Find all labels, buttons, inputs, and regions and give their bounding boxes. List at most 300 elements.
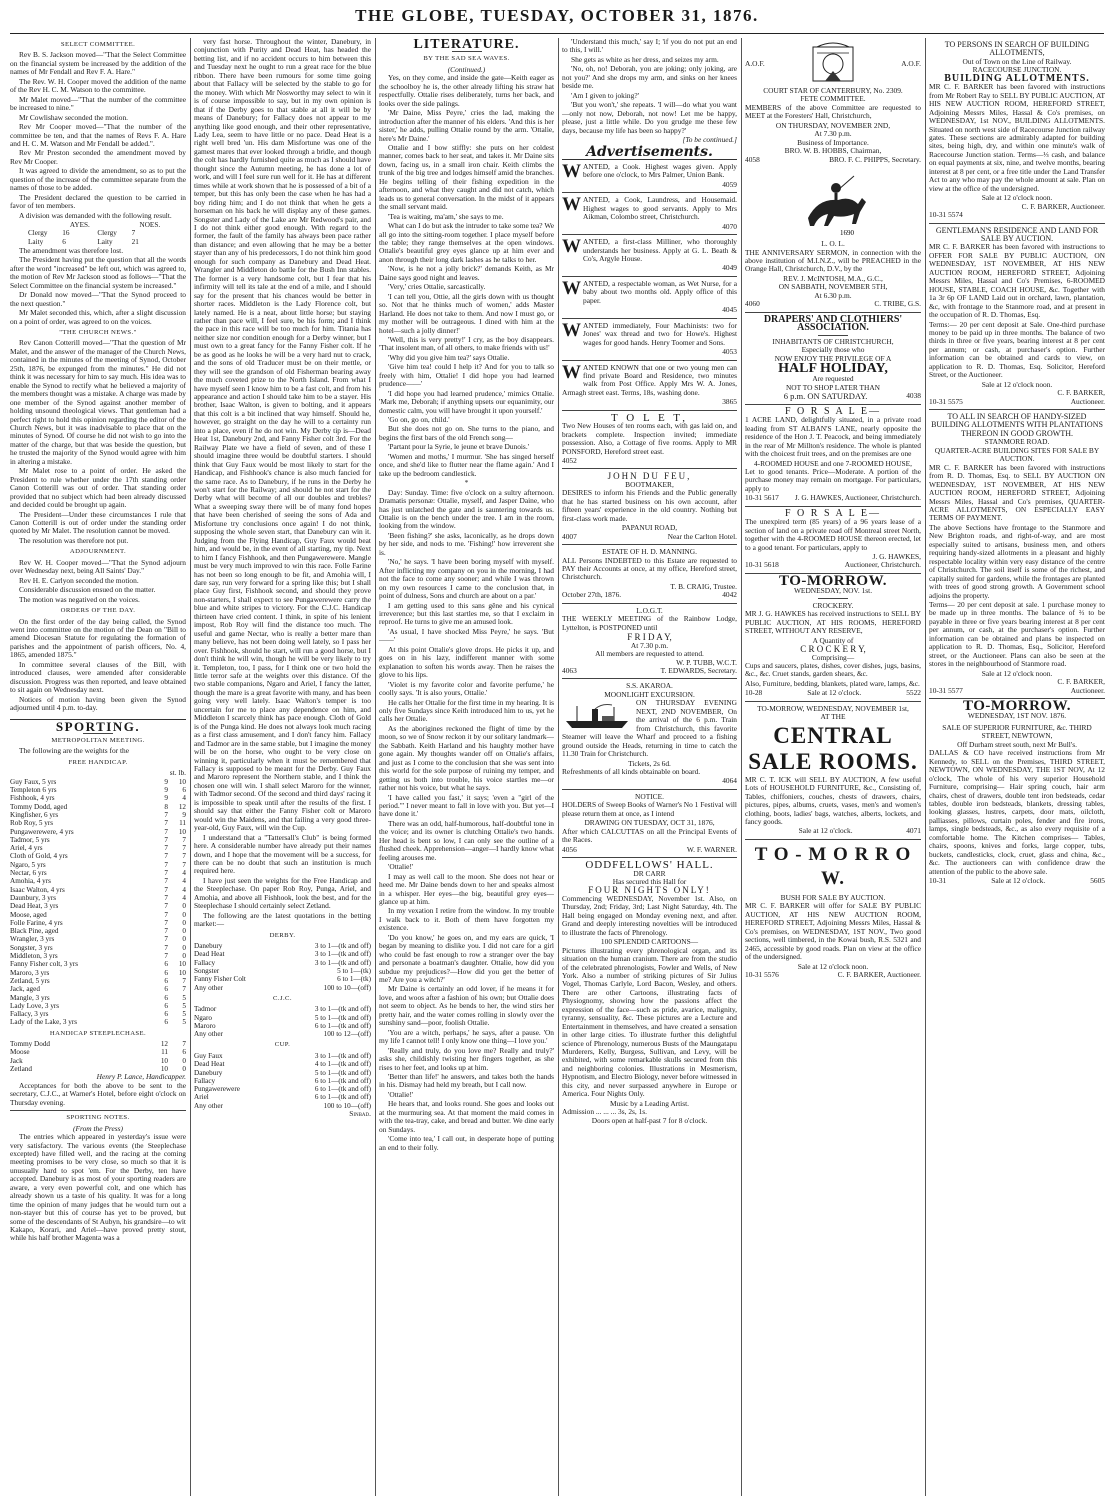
- ad-text: MEMBERS of the above Committee are requested to MEET at the Foresters' Hall, Christchurch,: [745, 102, 921, 121]
- central-sale-rooms-ad: [745, 705, 921, 836]
- weight-value: 7: [164, 869, 168, 878]
- section-heading: ORDERS OF THE DAY.: [60, 607, 136, 615]
- weights-row: [10, 877, 186, 885]
- weight-value: 10: [160, 1056, 168, 1065]
- ad-number: 4064: [722, 776, 737, 786]
- paragraph: There was an odd, half-humorous, half-doubtful tone in the voice; and its owner is clutching Ottalie's two hands. Her head is bent so low, I can only see the outline of a flushed cheek. Apprehension—anger—I hardly know what feeling arouses me.: [379, 818, 554, 862]
- paragraph: A division was demanded with the following result.: [19, 210, 172, 220]
- ad-text: A Quantity of: [812, 635, 854, 645]
- division-cell: Laity: [28, 237, 44, 246]
- divider: [562, 603, 737, 604]
- ad-heading: NOTICE.: [635, 791, 664, 801]
- divider: [562, 192, 737, 193]
- ayes-heading: AYES.: [69, 221, 90, 230]
- ad-text: [562, 361, 737, 398]
- drop-cap: W: [562, 194, 581, 216]
- odds-value: 6 to 1—(tk and off): [314, 1076, 371, 1085]
- ad-text: Admission ... ... ... 3s, 2s, 1s.: [562, 1107, 648, 1117]
- divider: [818, 598, 848, 599]
- crockery-ad: [745, 602, 921, 698]
- ad-body: ANTED, a Cook. Highest wages given. Apply before one o'clock, to Mrs Palmer, Union Bank.: [583, 161, 737, 180]
- ad-date: October 27th, 1876.: [562, 590, 622, 600]
- signoff: Sinbad.: [349, 1108, 371, 1118]
- ad-text: ON THURSDAY EVENING NEXT, 2ND NOVEMBER, On the arrival of the 6 p.m. Train from Christchurch, this favorite Steamer will leave the Wharf and proceed to a fishing ground outside the Heads, returning in time to catch the 11.30 Train for Christchurch.: [562, 698, 737, 759]
- ad-text: DALLAS & CO have received instructions from Mr Kennedy, to SELL on the Premises, THIRD STREET, NEWTOWN, ON WEDNESDAY, THE 1ST NOV, At 12 o'clock, The whole of his very superior Household Furniture, comprising— Hair spring couch, hair arm chairs, chest of drawers, double tent iron bedsteads, cedar tables, double iron bedsteads, blankets, dressing tables, looking glasses, lustres, carpets, door mats, oilcloth, palliasses, pillows, curtain poles, fender and fire irons, lamps, single bedsteads, &c., as also every requisite of a comfortable home. The Kitchen comprises— Tables, chairs, spoons, knives and forks, large copper, tubs, buckets, candlesticks, clock, cruet, glass and china, &c., &c. The auctioneers can with confidence draw the attention of the public to the above sale.: [929, 748, 1105, 876]
- weight-value: 10: [160, 1065, 168, 1074]
- horse-name: Zetland: [10, 1065, 32, 1074]
- paragraph: 'You are a witch, perhaps,' he says, after a pause. 'On my life I cannot tell! I only know one thing—I love you.': [379, 1027, 554, 1046]
- ad-heading: L.O.G.T.: [636, 605, 663, 615]
- ad-number: 4056: [562, 844, 577, 854]
- paragraph: The Rev. W. H. Cooper moved the addition of the name of the Rev H. C. M. Watson to the committee.: [10, 76, 186, 95]
- paragraph: He hears that, and looks round. She goes and looks out at the murmuring sea. At that moment the maid comes in with the tea-tray, cake, and bread and butter. We dine early on Sundays.: [379, 1099, 554, 1134]
- tomorrow-heading: TO-MORROW.: [779, 572, 887, 589]
- weight-value: 6: [164, 968, 168, 977]
- ad-text: MR C. F. BARKER has been favored with instructions to OFFER FOR SALE BY PUBLIC AUCTION, ON WEDNESDAY, 1ST NOVEMBER, AT HIS NEW AUCTION ROOM, HEREFORD STREET, Adjoining Messrs Miles, Hassal and Co's Premises, 6-ROOMED HOUSE, STABLE, COACH HOUSE, &c. Together with 1a 3r 6p OF LAND Laid out in orchard, lawn, plantation, &c, with frontage to the Stanmore road, and at present in the occupation of R. D. Thomas, Esq.: [929, 242, 1105, 320]
- weights-row: [10, 1040, 186, 1048]
- drop-cap: W: [562, 319, 581, 341]
- ad-text: THE ANNIVERSARY SERMON, in connection with the above institution of M.I.N.Z., will be PREACHED in the Orange Hall, Christchurch, D.V., by the: [745, 247, 921, 274]
- weight-value: 12: [160, 1040, 168, 1049]
- weight-value: 11: [179, 819, 186, 828]
- horse-name: Ariel, 4 yrs: [10, 844, 43, 853]
- ad-number: 4049: [722, 263, 737, 273]
- ad-heading: JOHN DU FEU,: [607, 471, 692, 482]
- odds-value: 6 to 1—(tk and off): [314, 1085, 371, 1094]
- horse-name: Songster: [194, 966, 220, 975]
- paragraph-group: [10, 247, 186, 326]
- ad-text: MR C. T. ICK will SELL BY AUCTION, A few useful Lots of HOUSEHOLD FURNITURE, &c., Consisting of, Tables, chiffoniers, couches, chests of drawers, chairs, pictures, pipes, albums, cruets, vases, men's and women's clothing, boots, ladies' bags, watches, alberts, lockets, and fancy goods.: [745, 774, 921, 826]
- divider: [745, 506, 921, 507]
- horse-name: Songster, 3 yrs: [10, 943, 53, 952]
- paragraph: Rev Mr Cooper moved—"That the number of the committee be ten, and that the names of Revs F. A. Hare and H. C. M. Watson and Mr Fendall be added.".: [10, 122, 186, 148]
- weight-value: 8: [164, 802, 168, 811]
- paragraph-group: [562, 38, 737, 135]
- paragraph: 'Mr Daine, Miss Peyre,' cries the lad, making the introduction after the manner of his elders. 'And this is her sister,' he adds, pulling Ottalie round by the arm. 'Ottalie, here's Mr Daine.': [379, 108, 554, 143]
- weight-value: 7: [182, 844, 186, 853]
- paragraph: Rev Mr Preston seconded the amendment moved by Rev Mr Cooper.: [10, 148, 186, 166]
- odds-row: [194, 959, 371, 967]
- paragraph: The amendment was therefore lost.: [19, 245, 124, 255]
- horse-name: Tadmor, 5 yrs: [10, 835, 50, 844]
- wanted-ad: [562, 160, 737, 189]
- horse-name: Jack: [10, 1056, 23, 1065]
- advertisements-heading: Advertisements.: [562, 148, 737, 159]
- du-feu-ad: [562, 472, 737, 541]
- advertisement-list: [562, 160, 737, 411]
- paragraph: very fast horse. Throughout the winter, Danebury, in conjunction with Purity and Dead Heat, has headed the betting list, and if no accident occurs to him between this and Tuesday next he ought to run a great race for the blue ribbon. There have been rumours for some time going about that Fallacy will be selected by the stable to go for the money. With which Mr Nosworthy may select to win it is of course impossible to say, but in my own opinion is that if the Derby goes to that stable at all it will be by means of Danebury; for Fallacy does not appear to me anything like good enough, and their other representative, Lady Lea, seem to have little or no pace. Dead Heat is a right well bred 'un. His dam Misfortune was one of the gamest mares that ever looked through a bridle, and though the colt has hardly furnished quite as much as I should have thought since the Autumn meeting, he has done a lot of work, and will I feel sure run well for it. He has at different times while at work shown that he is possessed of a bit of a temper, but this has only been the case when he has had a boy riding him; and I do not think that when he gets a horseman on his back he will display any of these games. Songster and Lady of the Lake are Mr Redwood's pair, and I do not think either good enough. With regard to the former, the fault of the family has always been pace rather than distance; and even allowing that he may be a better stayer than any of his predecessors, I do not think him good enough for such company as Danebury and Dead Heat. Wrangler and Middleton do battle for the Bush Inn stables. The former is a very handsome colt, but I fear that his infirmity will tell its tale at the end of a mile, and I should say for the present that his chances would be better in shorter races. Middleton is the Lady Florence colt, but lately named. He is a neat, about little horse; but staying rather than pace will, I feel sure, be his form; and I think the pace in this race will be too much for him. Titania has neither size nor condition enough for a Derby winner, but I must own to a great fancy for the Fanny Fisher colt. If he be as good as he looks he will be a very hard nut to crack, and the sons of old Traducer must be on their mettle, or they will see the grandson of old Fisherman bearing away the much coveted prize to the North Island. From what I have myself seen I know him to be a fast colt, and from his appearance and action I should take him to be a stayer. His brother, Isaac Walton, is given to bolting, and it appears that this colt is a bit inclined that way himself. Should he, however, go straight on the day he will to a certainty run into a place, even if he do not win. My Derby tip is—Dead Heat 1st, Danebury 2nd, and Fanny Fisher colt 3rd. For the Railway Plate we have a field of seven, and of these I should imagine three would be doubtful starters. I should think that Guy Faux would be most likely to start for the Handicap, and Fishhook's chance is also much fancied for the same race. As to Danebury, if he runs in the Derby he won't start for the Railway; and should he not start for the Derby what will become of all our doubles and trebles? What a sweeping sway there will be of many fond hopes that have been cherished of seeing the sons of Ada and Misfortune try conclusions once again! I do not think, supposing the whole seven start, that Danebury can win it. Judging from the Flying Handicap, Guy Faux would beat him, and would be, in the event of all starting, my tip. Next to him I fancy Fishhook, and then Pungawerewere. Mangle must be very much improved to win this race. Folle Farine has not been so long enough to be fit, and Amohia will, I dare say, run very forward for a spring like this; but I shall place Guy first, Fishhook second, and should they prove non-starters, I shall expect to see Pungawerewere carry the blue and white stripes to victory. For the C.J.C. Handicap thirteen have cried content. I think, in spite of his lenient impost, Rob Roy will find the distance too much. The useful and game Nectar, who is really a better mare than many believe, has not been doing well lately, so I pass her over. Fishhook, should he start, will run a good horse, but I don't think he will win, though he will be very likely to try it. Templeton, too, I pass, for I think one or two hold the little terror safe at the weights over this distance. Of the two stable companions, Ngaro and Ariel, I fancy the latter, though the mare is a great favorite with many, and has been going very well lately. Isaac Walton's temper is too uncertain for me to place any dependence on him, and Middleton I scarcely think has pace enough. Cloth of Gold is of the Punga kind. He does not always look much racing as a first class amusement, and I don't fancy him. Fallacy and Tadmor are in the same stable, but I imagine the money will be on the horse, who ought to be very close on winning it, particularly when it must be remembered that Fallacy is supposed to be meant for the Derby. Guy Faux and Maroro represent the Northern stable, and I think the chosen one will win. I shall select Maroro for the winner, with Tadmor second. Of the second and third days' racing it is impossible to speak until after the results of the first. I should say that either the Fanny Fisher colt or Maroro would win the Maidens, and that failing a very good three-year-old, Guy Faux, will win the Cup.: [194, 38, 371, 833]
- ad-text: Sale at 12 o'clock.: [991, 876, 1046, 886]
- weights-row: [10, 861, 186, 869]
- ad-text: INHABITANTS OF CHRISTCHURCH,: [772, 336, 894, 346]
- horse-name: Nectar, 6 yrs: [10, 869, 47, 878]
- horse-name: Ngaro: [194, 1013, 212, 1022]
- ad-text: The unexpired term (85 years) of a 96 years lease of a section of land on a private road off Montreal street North, together with the 4-ROOMED HOUSE thereon erected, let to a good tenant. For particulars, apply to: [745, 517, 921, 552]
- paragraph: 'No, oh, no! Deborah, you are joking; only joking, are not you?' And she drops my arm, and sinks on her knees beside me.: [562, 64, 737, 91]
- horse-name: Mangle, 3 yrs: [10, 993, 50, 1002]
- weight-value: 7: [164, 827, 168, 836]
- noes-heading: NOES.: [139, 221, 161, 230]
- paragraph-group: [10, 618, 186, 713]
- column-rule: [925, 38, 926, 1496]
- ad-text: MR J. G. HAWKES has received instructions to SELL BY PUBLIC AUCTION, AT HIS ROOMS, HEREFORD STREET, WITHOUT ANY RESERVE,: [745, 609, 921, 636]
- weights-row: [10, 1057, 186, 1065]
- bush-ad: [745, 894, 921, 980]
- odds-value: 4 to 1—(tk and off): [314, 1060, 371, 1069]
- weights-row: [10, 786, 186, 794]
- weight-value: 7: [164, 852, 168, 861]
- division-table: [28, 221, 168, 246]
- horse-name: Folle Farine, 4 yrs: [10, 918, 63, 927]
- odds-row: [194, 1093, 371, 1101]
- horse-name: Rob Roy, 5 yrs: [10, 819, 54, 828]
- ad-signature: T. B. CRAIG, Trustee.: [670, 581, 737, 591]
- ad-text: MR C. F. BARKER has been favored with instructions from Mr Robert Ray to SELL BY PUBLIC AUCTION, AT HIS NEW AUCTION ROOM, HEREFORD STREET, Adjoining Messrs Miles, Hassal & Co's premises, on WEDNESDAY, 1st NOV., BUILDING ALLOTMENTS. Situated on north west side of Racecourse Junction railway gates. These sections are admirably adapted for building sites, being high, dry, and within one minute's walk of Racecourse Junction station. Terms—⅓ cash, and balance on equal payments at six, nine, and twelve months, bearing interest at 8 per cent, or a free title under the Land Transfer Act to any who may pay the whole amount at sale. Plan on view at the office of the undersigned.: [929, 82, 1105, 193]
- ad-text: HOLDERS of Sweep Books of Warner's No 1 Festival will please return them at once, as I intend: [562, 800, 737, 818]
- column-2: [194, 38, 371, 1496]
- tomorrow-heading: TO-MORROW.: [963, 697, 1071, 714]
- paragraph: 'Ottalie!': [388, 1089, 414, 1099]
- horse-name: Templeton 6 yrs: [10, 786, 57, 795]
- weight-value: 10: [178, 827, 186, 836]
- weight-value: 7: [182, 835, 186, 844]
- horse-name: Fallacy, 3 yrs: [10, 1010, 49, 1019]
- weight-value: 9: [164, 786, 168, 795]
- ad-number: 10-31 5617: [745, 493, 779, 503]
- paragraph: In my vexation I retire from the window. In my trouble I walk back to it. Both of them have forgotten my existence.: [379, 906, 554, 933]
- steeple-table: [10, 1040, 186, 1073]
- paragraph: The motion was negatived on the voices.: [19, 594, 140, 604]
- ad-text: At 7.30 p.m.: [814, 129, 852, 139]
- divider: [562, 276, 737, 277]
- paragraph: 'Why did you give him tea?' says Ottalie.: [388, 352, 510, 362]
- odds-value: 3 to 1—(tk and off): [314, 1051, 371, 1060]
- weight-value: 6: [164, 1010, 168, 1019]
- odds-value: 5 to 1—(tk): [337, 966, 371, 975]
- weights-row: [10, 803, 186, 811]
- ad-heading: TO PERSONS IN SEARCH OF BUILDING ALLOTMENTS,: [944, 40, 1090, 58]
- paragraph: It was agreed to divide the amendment, so as to put the question of the increase of the committee separate from the names of those to be added.: [10, 166, 186, 193]
- ad-text: Sale at 12 o'clock.: [807, 688, 862, 698]
- emblem-year: 1690: [840, 229, 854, 237]
- paragraph: The following are the latest quotations in the betting market:—: [194, 910, 371, 929]
- ad-text: Pictures illustrating every phrenological organ, and its situation on the human cranium. There are from the studio of the celebrated phrenologists, Fowler and Wells, of New York. Also a number of striking pictures of Sir Julius Vogel, Thomas Carlyle, Lord Bacon, Wesley, and others. There are other Cartoons, illustrating facts of Physiognomy, showing how the passions affect the expression of the face—such as pride, avarice, malignity, tyranny, sensuality, &c. These pictures are a Lecture and Entertainment in themselves, and have created a sensation in other large cities. To illustrate further this delightful science of Phrenology, numerous Busts of the Maungatapu Murderers, Kelly, Burgess, Sullivan, and Levy, will be exhibited, with some remarkable skulls secured from this and neighboring colonies. Illustrations in Mesmerism, Hypnotism, and Electro Biology, never before witnessed in this city, and never surpassed anywhere in Europe or America. Four Nights Only.: [562, 945, 737, 1099]
- ad-text: Sale at 12 o'clock noon.: [797, 961, 869, 971]
- weight-value: 6: [164, 1001, 168, 1010]
- odds-value: 6 to 1—(tk and off): [314, 1093, 371, 1102]
- weight-value: 0: [182, 935, 186, 944]
- paragraph: 'I can tell you, Ottie, all the girls down with us thought so. Not that he thinks much of women,' adds Master Harland. He does not take to them. And now I must go, or my mother will be outrageous. I dined with him at the hotel—such a jolly dinner!': [379, 291, 554, 335]
- paragraph: 'Come into tea,' I call out, in desperate hope of putting an end to their folly.: [379, 1134, 554, 1152]
- aof-ad: [745, 41, 921, 164]
- akaroa-ad: [562, 682, 737, 785]
- odds-row: [194, 967, 371, 975]
- ad-subheading: RACECOURSE JUNCTION.: [972, 65, 1062, 75]
- ad-subheading: DR CARR: [633, 868, 666, 878]
- section-heading: SELECT COMMITTEE.: [60, 41, 136, 48]
- column-rule: [741, 38, 742, 1496]
- weight-value: 7: [164, 935, 168, 944]
- literature-heading: LITERATURE.: [413, 38, 520, 52]
- ad-text: PAPANUI ROAD,: [621, 523, 678, 533]
- ad-text: At 7.30 p.m.: [630, 640, 669, 650]
- section-heading: ADJOURNMENT.: [69, 548, 127, 556]
- weight-value: 7: [182, 976, 186, 985]
- weight-value: 0: [182, 1056, 186, 1065]
- paragraph: 'Very,' cries Ottalie, sarcastically.: [388, 282, 486, 292]
- story-title: BY THE SAD SEA WAVES.: [423, 55, 510, 63]
- section-heading: CUP.: [274, 1041, 291, 1049]
- paragraph: The President having put the question that all the words after the word "increased" be left out, which was agreed to, the motion of Rev Mr Jackson stood as follows—"That the Select Committee on the financial system be increased.": [10, 255, 186, 290]
- divider: [562, 234, 737, 235]
- ad-text: Tickets, 2s 6d.: [628, 758, 671, 768]
- ad-signature: T. EDWARDS, Secretary.: [660, 666, 737, 675]
- ad-number: 4042: [722, 590, 737, 600]
- lol-ad: [745, 168, 921, 309]
- ad-heading: L. O. L.: [821, 239, 845, 249]
- estate-ad: [562, 548, 737, 600]
- paragraph: 'Tea is waiting, ma'am,' she says to me.: [388, 211, 504, 221]
- divider: [562, 857, 737, 858]
- horse-name: Dead Heat: [194, 950, 225, 959]
- odds-value: 3 to 1—(tk and off): [314, 942, 371, 951]
- odds-row: [194, 1030, 371, 1038]
- ad-text: All members are requested to attend.: [595, 649, 704, 659]
- divider: [562, 544, 737, 545]
- column-6: [929, 38, 1105, 1496]
- divider: [562, 410, 737, 411]
- ad-body: ANTED, a first-class Milliner, who thoroughly understands her business. Apply at G. L. Beath & Co's, Argyle House.: [583, 237, 737, 263]
- weights-row: [10, 811, 186, 819]
- paragraph: *: [464, 478, 469, 488]
- horse-name: Fanny Fisher Colt: [194, 975, 246, 984]
- horse-name: Danebury: [194, 1068, 223, 1077]
- weight-value: 0: [182, 918, 186, 927]
- ad-text: FOUR NIGHTS ONLY!: [588, 885, 711, 896]
- weight-value: 0: [182, 1065, 186, 1074]
- weights-row: [10, 960, 186, 968]
- weights-row: [10, 844, 186, 852]
- paragraph-group: [10, 339, 186, 545]
- weights-row: [10, 952, 186, 960]
- horse-name: Black Pine, aged: [10, 927, 59, 936]
- ad-number: 4059: [722, 179, 737, 189]
- paragraph: 'Do you know,' he goes on, and my ears are quick, 'I began by meaning to dislike you. I did not care for a girl who could be fast enough to row a stranger over the bay and personate a boatman's daughter. Ottalie, how did you subdue my prejudices?—How did you get the better of me? Are you a witch?': [379, 932, 554, 985]
- ad-heading: TO ALL IN SEARCH OF HANDY-SIZED BUILDING ALLOTMENTS WITH PLANTATIONS THEREON IN GOOD GROWTH.: [931, 412, 1103, 438]
- ad-text: 1 ACRE LAND, delightfully situated, in a private road leading from ST ALBAN'S LANE, nearly opposite the residence of the Hon J. T. Peacock, and being immediately in the rear of Mr Millton's residence. The whole is planted with the choicest fruit trees, and on the premises are one: [745, 415, 921, 459]
- ad-subheading: Out of Town on the Line of Railway.: [962, 56, 1072, 66]
- ad-text: F R I D A Y,: [627, 632, 672, 643]
- weight-value: 7: [164, 810, 168, 819]
- ad-text: Commencing WEDNESDAY, November 1st. Also, on Thursday, 2nd; Friday, 3rd; Last Night Saturday, 4th. The Hall being engaged on Monday evening next, and after. Grand and deeply interesting novelties will be introduced to illustrate the facts of Phrenology.: [562, 893, 737, 937]
- weight-value: 7: [164, 819, 168, 828]
- ad-signature: Auctioneer.: [1070, 396, 1105, 406]
- divider: [562, 789, 737, 790]
- ad-text: [562, 319, 737, 347]
- column-rule: [558, 38, 559, 1496]
- paragraph: In committee several clauses of the Bill, with introduced clauses, were amended after considerable discussion. Progress was then reported, and leave obtained to sit again on Wednesday next.: [10, 659, 186, 695]
- ad-subheading: FETE COMMITTEE.: [800, 94, 866, 104]
- ad-text: THE WEEKLY MEETING of the Rainbow Lodge, Lyttelton, is POSTPONED until: [562, 614, 737, 632]
- ad-body: ANTED, a respectable woman, as Wet Nurse, for a baby about two months old. Apply office of this paper.: [583, 278, 737, 305]
- weight-value: 12: [178, 802, 186, 811]
- for-sale-ad: [745, 405, 921, 503]
- weight-value: 5: [182, 1001, 186, 1010]
- residence-ad: [929, 227, 1105, 407]
- drop-cap: W: [562, 236, 581, 258]
- weight-value: 6: [164, 960, 168, 969]
- ad-signature: Auctioneer, Christchurch.: [844, 560, 921, 570]
- weight-value: 7: [164, 927, 168, 936]
- paragraph: Mr Daine is certainly an odd lover, if he means it for love, and woos after a fashion of his own; but Ottalie does not seem to object. As he bends to her, the wind stirs her pretty hair, and the water comes rolling in slowly over the sunshiny sand—poor, foolish Ottalie.: [379, 984, 554, 1028]
- st-lb-header: st. lb.: [169, 768, 186, 778]
- ad-heading: CENTRAL: [773, 722, 893, 748]
- ad-text: After which CALCUTTAS on all the Principal Events of the Races.: [562, 826, 737, 845]
- ad-text: ON SABBATH, NOVEMBER 5TH,: [778, 282, 888, 292]
- divider: [10, 1110, 186, 1111]
- weight-value: 9: [164, 794, 168, 803]
- weights-row: [10, 794, 186, 802]
- to-let-ad: [562, 411, 737, 466]
- divider: [745, 312, 921, 313]
- weights-row: [10, 902, 186, 910]
- ad-number: 4053: [722, 347, 737, 357]
- division-cell: 6: [62, 237, 66, 246]
- ad-heading: COURT STAR OF CANTERBURY, No. 2309.: [763, 86, 903, 95]
- ad-number: 10-28: [745, 688, 763, 698]
- ad-body: ANTED, a Cook, Laundress, and Housemaid. Highest wages to good servants. Apply to Mrs Aikman, Colombo street, Christchurch.: [583, 195, 737, 222]
- drop-cap: W: [562, 160, 581, 182]
- paragraph: 'Am I given to joking?': [571, 90, 639, 100]
- ad-number: 5605: [1090, 876, 1105, 886]
- ad-number: 4063: [562, 666, 577, 675]
- notice-ad: [562, 793, 737, 854]
- weight-value: 7: [164, 860, 168, 869]
- paragraph: Dr Donald now moved—"That the Synod proceed to the next question.": [10, 290, 186, 308]
- ad-text: Refreshments of all kinds obtainable on board.: [562, 766, 701, 776]
- paragraph: The entries which appeared in yesterday's issue were very satisfactory. The various events (the Steeplechase excepted) have filled well, and the racing at the coming meeting promises to be very close, so much so that it is unusually hard to spot 'em. For the Derby, ten have accepted. Danebury is as most of your sporting readers are aware, a very even powerful colt, and one which has already shown us a taste of his quality. It was for a long time the opinion of many judges that he would turn out a non-stayer but this of course has yet to be proved, but some of the descendants of St Aubyn, his grandsire—to wit Kakapo, Korari, and Ariel—have proved pretty stout, while his half brother Magenta was a: [10, 1132, 186, 1243]
- ad-text: Are requested: [812, 374, 854, 384]
- paragraph: Mr Malet rose to a point of order. He asked the President to rule whether under the 17th standing order Canon Cotterill was out of order. That standing order provided that no subject which had been already discussed and decided could be brought up again.: [10, 466, 186, 510]
- weight-value: 11: [161, 1048, 168, 1057]
- ad-signature: C. F. BARKER,: [1057, 677, 1105, 687]
- ad-signature: W. F. WARNER.: [686, 844, 737, 854]
- weight-value: 6: [164, 1018, 168, 1027]
- ad-text: Sale at 12 o'clock noon.: [981, 668, 1053, 678]
- weight-value: 10: [178, 960, 186, 969]
- horse-name: Danebury: [194, 942, 223, 951]
- ad-text: [562, 238, 737, 263]
- divider: [745, 839, 921, 840]
- weight-value: 0: [182, 927, 186, 936]
- masthead: THE GLOBE, TUESDAY, OCTOBER 31, 1876.: [355, 6, 759, 25]
- weight-value: 7: [164, 844, 168, 853]
- ad-text: Near the Carlton Hotel.: [667, 531, 737, 541]
- ad-text: MR C. F. BARKER will offer for SALE BY PUBLIC AUCTION, AT HIS NEW AUCTION ROOM, HEREFORD STREET, Adjoining Messrs Miles, Hassal & Co's premises, on WEDNESDAY, 1ST NOV., Two good sections, well timbered, in the Kowai bush, R.S. 5321 and 2465, accessible by good roads. Plan on view at the office of the undersigned.: [745, 901, 921, 962]
- weight-value: 7: [182, 985, 186, 994]
- paragraph: On the first order of the day being called, the Synod went into committee on the motion of the Dean on "Bill to amend Diocesan Statute for regulating the formation of parishes and the appointment of parish officers, No. 4, 1865, amended 1875.": [10, 616, 186, 660]
- division-cell: Clergy: [28, 229, 48, 238]
- horse-name: Lady of the Lake, 3 yrs: [10, 1018, 78, 1027]
- section-heading: FREE HANDICAP.: [68, 758, 128, 766]
- ad-number: 10-31 5576: [745, 969, 779, 979]
- odds-table: [194, 1005, 371, 1038]
- weight-value: 6: [182, 786, 186, 795]
- weights-intro: The following are the weights for the: [19, 746, 130, 756]
- ad-number: 4052: [562, 456, 577, 466]
- weights-row: [10, 1010, 186, 1018]
- weight-value: 7: [182, 1040, 186, 1049]
- weight-value: 10: [178, 777, 186, 786]
- drop-cap: W: [562, 277, 581, 299]
- ad-signature: J. G. HAWKES,: [872, 552, 921, 562]
- ad-text: MR C. F. BARKER has been favored with instructions from R. D. Thomas, Esq. to SELL BY AUCTION ON WEDNESDAY, 1ST NOVEMBER, AT HIS NEW AUCTION ROOM, HEREFORD STREET, Adjoining Messrs Miles, Hassal and Co's premises, QUARTER-ACRE ALLOTMENTS, ON ESPECIALLY EASY TERMS OF PAYMENT.: [929, 462, 1105, 523]
- weights-row: [10, 927, 186, 935]
- odds-table: [194, 1052, 371, 1110]
- weights-row: [10, 819, 186, 827]
- horse-name: Maroro, 3 yrs: [10, 968, 50, 977]
- ad-text: Cups and saucers, plates, dishes, cover dishes, jugs, basins, &c., &c. Cruet stands, garden shears, &c.: [745, 661, 921, 679]
- ad-text: C R O C K E R Y,: [800, 644, 866, 655]
- ad-heading: T O L E T,: [611, 411, 688, 424]
- paragraph-group: [379, 74, 554, 1152]
- odds-row: [194, 1085, 371, 1093]
- odds-value: 5 to 1—(tk and off): [314, 1013, 371, 1022]
- division-cell: Clergy: [97, 229, 117, 238]
- weights-row: [10, 886, 186, 894]
- weight-value: 6: [182, 1048, 186, 1057]
- ad-heading: CROCKERY.: [812, 600, 854, 610]
- weights-row: [10, 1002, 186, 1010]
- ad-heading: ODDFELLOWS' HALL.: [585, 859, 714, 872]
- paragraph: Day: Sunday. Time: five o'clock on a sultry afternoon. Dramatis personæ: Ottalie, myself, and Jasper Daine, who has just unlatched the gate and is sauntering towards us. Ottalie is on the bench under the tree. I am in the room, looking from the window.: [379, 487, 554, 531]
- horse-name: Daunbury, 3 yrs: [10, 893, 57, 902]
- weights-row: [10, 1048, 186, 1056]
- ad-date: WEDNESDAY, NOV. 1st.: [793, 586, 873, 596]
- weight-value: 7: [164, 943, 168, 952]
- ad-text: REV. J. McINTOSH, M.A., G.C.,: [783, 273, 883, 283]
- paragraph: Acceptances for both the above to be sent to the secretary, C.J.C., at Warner's Hotel, before eight o'clock on Thursday evening.: [10, 1080, 186, 1107]
- weights-row: [10, 894, 186, 902]
- oddfellows-ad: [562, 861, 737, 1125]
- paragraph: 'Partant pour la Syrie, le jeune et brave Dunois.': [388, 442, 529, 452]
- horse-name: Fallacy: [194, 958, 216, 967]
- weights-row: [10, 852, 186, 860]
- odds-value: 6 to 1—(tk): [337, 975, 371, 984]
- horse-name: Tommy Dodd: [10, 1040, 51, 1049]
- ad-subheading: Off Durham street south, next Mr Bull's.: [957, 739, 1077, 749]
- aof-label: A.O.F.: [745, 58, 765, 68]
- ad-text: ALL Persons INDEBTED to this Estate are requested to PAY their Accounts at once, at my office, Hereford street, Christchurch.: [562, 555, 737, 582]
- paragraph: But she does not go on. She turns to the piano, and begins the first bars of the old French song—: [379, 424, 554, 442]
- ad-text: Terms:— 20 per cent deposit at Sale. One-third purchase money to be paid up in three months. The balance of two thirds in three or five years, bearing interest at 8 per cent per annum; or cash, at purchaser's option. Further information can be obtained and cards to view, on application to R. D. Thomas, Esq. Solicitor, Hereford Street, or the Auctioneer.: [929, 319, 1105, 380]
- weight-value: 7: [164, 918, 168, 927]
- ad-text: Two New Houses of ten rooms each, with gas laid on, and brackets complete. Inspection invited; immediate possession. Also, a Cottage of five rooms. Apply to MR PONSFORD, Hereford street east.: [562, 421, 737, 456]
- ad-heading: SALE ROOMS.: [748, 748, 918, 774]
- horse-name: Maroro: [194, 1021, 216, 1030]
- ad-number: 10-31: [929, 876, 947, 886]
- paragraph: Considerable discussion ensued on the matter.: [19, 585, 156, 595]
- paragraph: Mr Cowlishaw seconded the motion.: [19, 112, 128, 122]
- ad-text: [562, 277, 737, 305]
- weight-value: 4: [182, 885, 186, 894]
- ad-text: Terms— 20 per cent deposit at sale. 1 purchase money to be made up in three months. The balance of ⅔ to be payable in three or five years bearing interest at 8 per cent per annum, or cash, at the purchaser's option. Further information can be obtained and plans be inspected on application to R. D. Thomas, Esq., Solicitor, Hereford street, or the Auctioneer. Plans can also be seen at the stores in the neighbourhood of Stanmore road.: [929, 600, 1105, 669]
- paragraph: 'Violet is my favorite color and favorite perfume,' he coolly says. 'It is also yours, Ottalie.': [379, 679, 554, 698]
- ad-text: AT THE: [820, 712, 846, 722]
- horse-name: Ariel: [194, 1093, 209, 1102]
- horse-name: Guy Faux, 5 yrs: [10, 777, 57, 786]
- paragraph: I have just seen the weights for the Free Handicap and the Steeplechase. On paper Rob Roy, Punga, Ariel, and Amohia, and above all Fishhook, look the best, and for the Steeplechase I should certainly select Zetland.: [194, 875, 371, 911]
